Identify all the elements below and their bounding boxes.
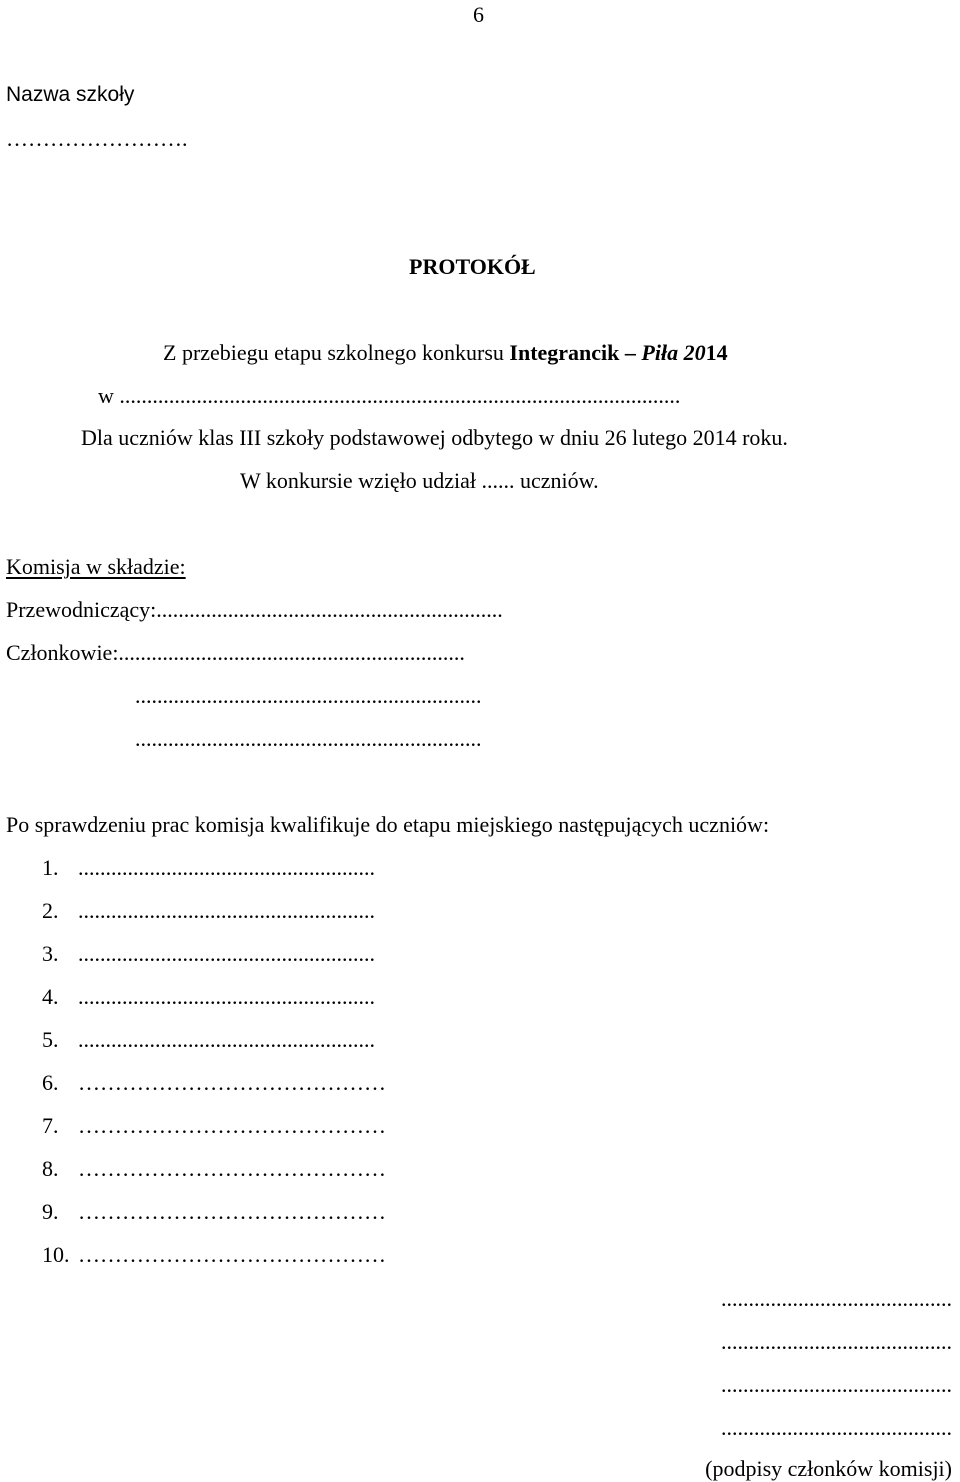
participants-line: W konkursie wzięło udział ...... uczniów. [240, 468, 599, 493]
signature-line: .......................................... [721, 1372, 952, 1397]
student-row [42, 1158, 386, 1180]
student-number: 8. [42, 1156, 59, 1181]
qualification-text: Po sprawdzeniu prac komisja kwalifikuje do etapu miejskiego następujących uczniów: [6, 812, 770, 837]
location-line: w ...................................................................................................... [98, 383, 681, 408]
student-dots: ...................................................... [78, 941, 375, 966]
page-number: 6 [473, 2, 484, 27]
student-number: 6. [42, 1070, 59, 1095]
student-dots: …………………………………… [78, 1113, 386, 1138]
student-dots: …………………………………… [78, 1242, 386, 1267]
student-number: 7. [42, 1113, 59, 1138]
student-dots: …………………………………… [78, 1070, 386, 1095]
school-label: Nazwa szkoły [6, 83, 135, 106]
student-dots: ...................................................... [78, 1027, 375, 1052]
student-row [42, 986, 375, 1008]
student-dots: ...................................................... [78, 898, 375, 923]
student-number: 5. [42, 1027, 59, 1052]
intro-dash: – [619, 340, 642, 365]
committee-member-line: ............................................................... [135, 683, 482, 708]
student-dots: …………………………………… [78, 1199, 386, 1224]
document-title: PROTOKÓŁ [409, 254, 536, 279]
student-number: 4. [42, 984, 59, 1009]
student-row [42, 1244, 386, 1266]
competition-place: Piła 20 [641, 340, 706, 365]
student-number: 10. [42, 1242, 70, 1267]
competition-year-suffix: 14 [705, 340, 728, 365]
committee-members: Członkowie:............................................................... [6, 640, 465, 665]
signature-line: .......................................... [721, 1286, 952, 1311]
student-row [42, 943, 375, 965]
intro-line [163, 342, 728, 364]
student-number: 2. [42, 898, 59, 923]
competition-name: Integrancik [509, 340, 620, 365]
committee-chair: Przewodniczący:............................................................... [6, 597, 503, 622]
signature-line: .......................................... [721, 1415, 952, 1440]
committee-member-line: ............................................................... [135, 726, 482, 751]
student-row [42, 1072, 386, 1094]
student-number: 9. [42, 1199, 59, 1224]
signature-caption: (podpisy członków komisji) [705, 1456, 952, 1481]
student-row [42, 1029, 375, 1051]
student-row [42, 1115, 386, 1137]
committee-heading: Komisja w składzie: [6, 554, 186, 579]
signature-line: .......................................... [721, 1329, 952, 1354]
school-name-dots: ……………………. [6, 126, 188, 151]
student-number: 3. [42, 941, 59, 966]
intro-prefix: Z przebiegu etapu szkolnego konkursu [163, 340, 510, 365]
class-info-line: Dla uczniów klas III szkoły podstawowej odbytego w dniu 26 lutego 2014 roku. [81, 425, 788, 450]
student-dots: …………………………………… [78, 1156, 386, 1181]
student-dots: ...................................................... [78, 984, 375, 1009]
student-row [42, 1201, 386, 1223]
student-dots: ...................................................... [78, 855, 375, 880]
student-row [42, 857, 375, 879]
student-number: 1. [42, 855, 59, 880]
student-row [42, 900, 375, 922]
